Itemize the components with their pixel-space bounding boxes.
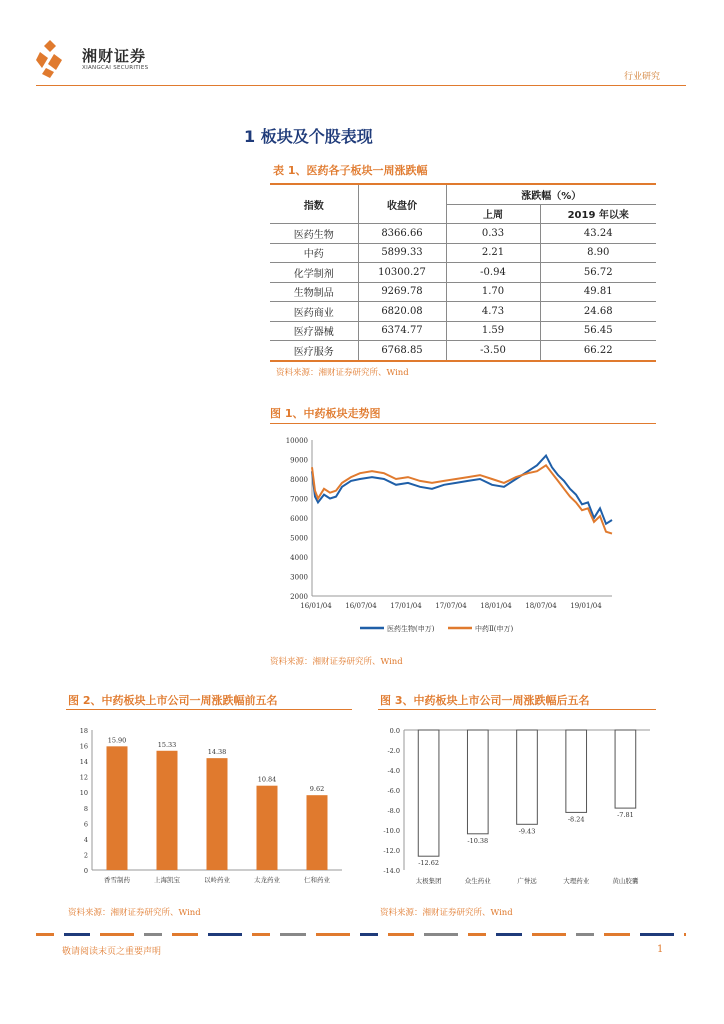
footer-dash-rule [36, 932, 686, 938]
y-tick-label: -6.0 [387, 787, 400, 795]
data-label: 9.62 [309, 785, 325, 794]
cell-week: 1.70 [446, 282, 540, 302]
series-line [312, 465, 612, 533]
footer-dash [496, 933, 522, 936]
cell-ytd: 8.90 [540, 243, 656, 263]
footer-dash [360, 933, 378, 936]
x-tick-label: 17/01/04 [390, 602, 422, 610]
footer-dash [144, 933, 162, 936]
col-header-close: 收盘价 [358, 184, 446, 224]
fig2-caption: 图 2、中药板块上市公司一周涨跌幅前五名 [68, 694, 278, 707]
series-line [312, 456, 612, 524]
fig2-bar-chart [66, 716, 352, 896]
y-tick-label: 7000 [290, 495, 308, 504]
y-tick-label: 6 [83, 820, 88, 829]
table-row [270, 321, 656, 341]
y-tick-label: 10000 [285, 437, 308, 445]
y-tick-label: 8000 [290, 476, 308, 484]
table-row [270, 243, 656, 263]
x-tick-label: 18/07/04 [525, 602, 557, 610]
footer-dash [532, 933, 566, 936]
y-tick-label: -4.0 [387, 767, 400, 775]
cell-name: 化学制剂 [270, 263, 358, 283]
table-row [270, 263, 656, 283]
bar [517, 730, 538, 824]
y-tick-label: 4 [83, 835, 88, 844]
cell-name: 医疗器械 [270, 321, 358, 341]
y-tick-label: -2.0 [387, 747, 400, 755]
y-tick-label: -10.0 [383, 827, 400, 835]
report-category: 行业研究 [624, 72, 661, 82]
cell-week: -3.50 [446, 341, 540, 361]
x-tick-label: 16/07/04 [345, 602, 377, 610]
cell-close: 6820.08 [358, 302, 446, 322]
legend-label: 医药生物(申万) [387, 625, 435, 633]
cell-name: 医药生物 [270, 224, 358, 244]
bar [157, 751, 178, 870]
cell-week: 1.59 [446, 321, 540, 341]
cell-week: 4.73 [446, 302, 540, 322]
header-divider [36, 85, 686, 86]
footer-dash [208, 933, 242, 936]
y-tick-label: 9000 [290, 456, 308, 465]
sector-performance-table [270, 183, 656, 362]
company-subname: XIANGCAI SECURITIES [82, 65, 149, 71]
data-label: -9.43 [518, 827, 536, 836]
cell-ytd: 56.72 [540, 263, 656, 283]
y-tick-label: 0 [83, 867, 88, 875]
y-tick-label: 5000 [290, 534, 308, 543]
x-tick-label: 19/01/04 [570, 602, 602, 610]
cell-name: 医疗服务 [270, 341, 358, 361]
bar [418, 730, 439, 856]
cell-close: 6374.77 [358, 321, 446, 341]
y-tick-label: 0.0 [389, 727, 400, 735]
footer-dash [172, 933, 198, 936]
bar [307, 795, 328, 870]
fig1-caption-rule [270, 423, 656, 424]
category-label: 众生药业 [464, 877, 491, 885]
data-label: -7.81 [617, 811, 634, 820]
fig3-bar-chart [378, 716, 656, 896]
fig2-source: 资料来源：湘财证券研究所、Wind [68, 908, 201, 918]
y-tick-label: 18 [79, 727, 88, 735]
y-tick-label: 2000 [290, 593, 308, 601]
table-row [270, 282, 656, 302]
fig3-source: 资料来源：湘财证券研究所、Wind [380, 908, 513, 918]
company-name: 湘财证券 [82, 47, 147, 65]
bar [257, 786, 278, 870]
x-tick-label: 17/07/04 [435, 602, 467, 610]
bar [566, 730, 587, 812]
fig1-line-chart [270, 428, 656, 650]
table1-source: 资料来源：湘财证券研究所、Wind [276, 368, 409, 378]
footer-dash [604, 933, 630, 936]
footer-dash [100, 933, 134, 936]
category-label: 大理药业 [563, 877, 590, 885]
footer-dash [424, 933, 458, 936]
cell-close: 10300.27 [358, 263, 446, 283]
page-number: 1 [657, 944, 664, 955]
table-row [270, 302, 656, 322]
footer-dash [576, 933, 594, 936]
footer-disclaimer: 敬请阅读末页之重要声明 [62, 947, 162, 957]
category-label: 广誉远 [517, 877, 537, 885]
data-label: -10.38 [467, 836, 489, 845]
bar [615, 730, 636, 808]
data-label: 15.33 [157, 740, 177, 749]
company-logo-mark [36, 38, 76, 78]
cell-week: -0.94 [446, 263, 540, 283]
category-label: 黄山胶囊 [612, 877, 639, 885]
footer-dash [280, 933, 306, 936]
data-label: 10.84 [257, 775, 277, 784]
cell-name: 中药 [270, 243, 358, 263]
cell-week: 0.33 [446, 224, 540, 244]
category-label: 太龙药业 [254, 876, 280, 884]
category-label: 仁和药业 [304, 876, 330, 884]
col-header-change: 涨跌幅（%） [446, 184, 656, 204]
bar [467, 730, 488, 834]
cell-close: 5899.33 [358, 243, 446, 263]
fig1-source: 资料来源：湘财证券研究所、Wind [270, 657, 403, 667]
y-tick-label: -8.0 [387, 807, 400, 815]
col-header-ytd: 2019 年以来 [540, 204, 656, 224]
footer-dash [684, 933, 686, 936]
category-label: 上海凯宝 [154, 876, 180, 884]
cell-name: 医药商业 [270, 302, 358, 322]
fig3-caption: 图 3、中药板块上市公司一周涨跌幅后五名 [380, 694, 590, 707]
col-header-week: 上周 [446, 204, 540, 224]
col-header-index: 指数 [270, 184, 358, 224]
fig3-caption-rule [378, 709, 656, 710]
y-tick-label: 4000 [290, 554, 308, 562]
data-label: 15.90 [107, 736, 127, 745]
footer-dash [316, 933, 350, 936]
cell-close: 6768.85 [358, 341, 446, 361]
bar [207, 758, 228, 870]
category-label: 以岭药业 [204, 876, 230, 884]
y-tick-label: 10 [79, 789, 88, 798]
cell-week: 2.21 [446, 243, 540, 263]
footer-dash [388, 933, 414, 936]
x-tick-label: 16/01/04 [300, 602, 332, 610]
cell-ytd: 56.45 [540, 321, 656, 341]
x-tick-label: 18/01/04 [480, 602, 512, 610]
section-title: 1 板块及个股表现 [244, 127, 373, 146]
footer-dash [252, 933, 270, 936]
y-tick-label: 2 [83, 851, 88, 860]
category-label: 太极集团 [415, 877, 442, 885]
category-label: 香雪制药 [104, 876, 130, 884]
table-row [270, 224, 656, 244]
y-tick-label: 14 [79, 758, 88, 767]
cell-ytd: 66.22 [540, 341, 656, 361]
footer-dash [640, 933, 674, 936]
data-label: -12.62 [418, 859, 440, 868]
cell-ytd: 49.81 [540, 282, 656, 302]
legend-label: 中药Ⅱ(申万) [475, 625, 514, 633]
y-tick-label: -12.0 [383, 847, 400, 855]
cell-ytd: 24.68 [540, 302, 656, 322]
y-tick-label: -14.0 [383, 867, 400, 875]
data-label: 14.38 [207, 748, 227, 757]
y-tick-label: 16 [79, 742, 88, 751]
y-tick-label: 3000 [290, 573, 308, 582]
footer-dash [468, 933, 486, 936]
table-row [270, 341, 656, 361]
cell-ytd: 43.24 [540, 224, 656, 244]
data-label: -8.24 [567, 815, 585, 824]
cell-close: 9269.78 [358, 282, 446, 302]
bar [107, 746, 128, 870]
cell-name: 生物制品 [270, 282, 358, 302]
fig1-caption: 图 1、中药板块走势图 [270, 407, 381, 420]
cell-close: 8366.66 [358, 224, 446, 244]
y-tick-label: 12 [79, 773, 88, 782]
y-tick-label: 6000 [290, 515, 308, 523]
y-tick-label: 8 [83, 804, 88, 813]
fig2-caption-rule [66, 709, 352, 710]
table1-caption: 表 1、医药各子板块一周涨跌幅 [273, 164, 428, 177]
footer-dash [64, 933, 90, 936]
footer-dash [36, 933, 54, 936]
